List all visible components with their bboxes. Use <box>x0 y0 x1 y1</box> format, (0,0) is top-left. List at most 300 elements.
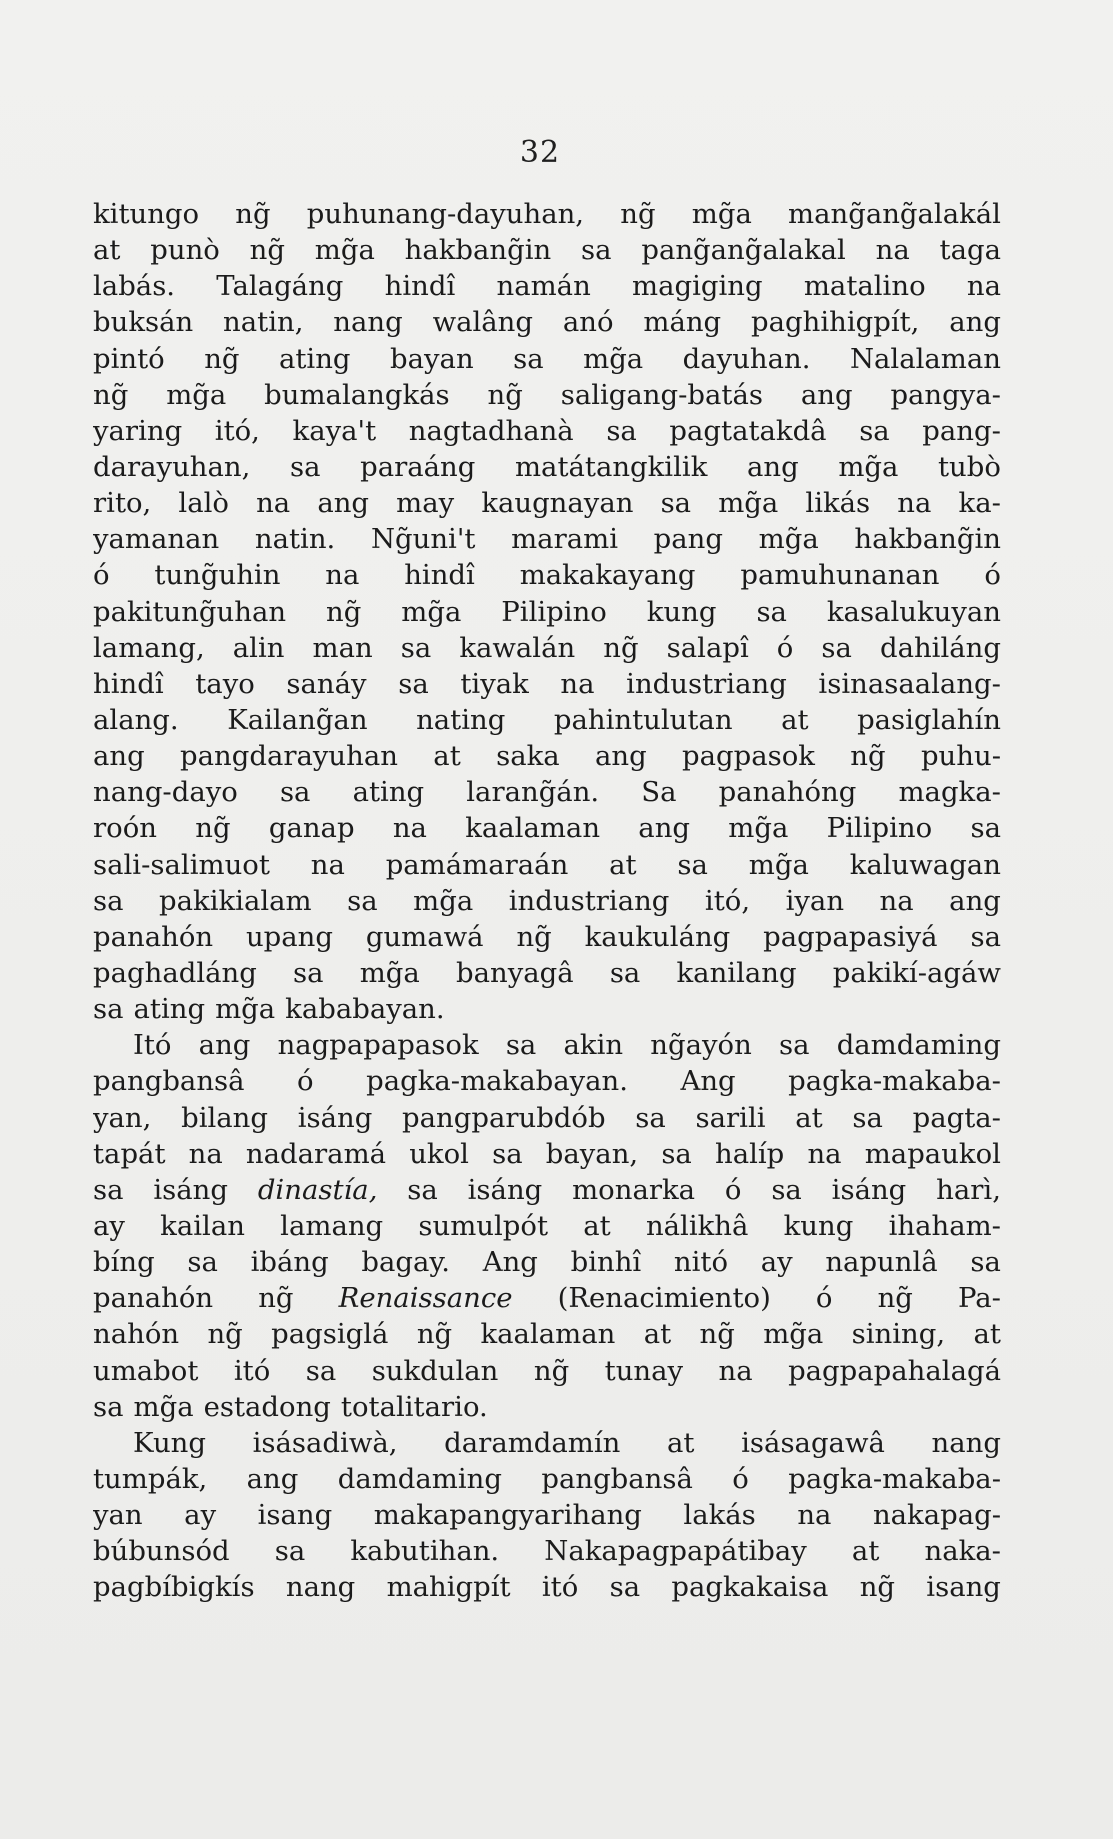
word: mg̃a <box>718 487 779 520</box>
word: pangdarayuhan <box>180 740 398 773</box>
text-line <box>93 1389 1001 1425</box>
text-line <box>93 666 1001 702</box>
word: na <box>718 1354 753 1387</box>
word: umabot <box>93 1354 199 1387</box>
word: buksán <box>93 306 194 339</box>
text-line <box>93 1208 1001 1244</box>
word: ng̃ <box>326 595 362 628</box>
word: darayuhan, <box>93 450 251 483</box>
word: Pilipino <box>826 812 933 845</box>
word: sa <box>609 1571 641 1604</box>
word: pagpasok <box>682 740 815 773</box>
word: sanáy <box>286 667 367 700</box>
word: panahón <box>93 1282 214 1315</box>
word: sa <box>93 884 124 917</box>
word: hakbang̃in <box>854 523 1001 556</box>
word: mg̃a <box>401 595 462 628</box>
word: sali-salimuot <box>93 848 270 881</box>
word: totalitario. <box>340 1390 488 1423</box>
word: isáng <box>831 1173 907 1206</box>
paragraph-first-line <box>93 1425 1001 1461</box>
word: itó <box>541 1571 579 1604</box>
word: nang <box>333 306 403 339</box>
word: ay <box>184 1499 217 1532</box>
word: ng̃ <box>487 378 523 411</box>
word: nagpapapasok <box>277 1029 479 1062</box>
word: nahón <box>93 1318 180 1351</box>
word: pamuhunanan <box>740 559 940 592</box>
word: mang̃ang̃alakál <box>788 198 1001 230</box>
word: sa <box>661 1137 692 1170</box>
text-line <box>93 1461 1001 1497</box>
word: tiyak <box>460 667 529 700</box>
word: at <box>609 848 637 881</box>
word: yan <box>93 1499 143 1532</box>
word: sa <box>859 414 890 447</box>
word: matátangkilik <box>514 450 708 483</box>
word: pagbíbigkís <box>93 1571 255 1604</box>
word: paraáng <box>360 450 476 483</box>
text-line <box>93 413 1001 449</box>
word: kaugnayan <box>481 487 634 520</box>
text-line <box>93 485 1001 521</box>
page-number: 32 <box>519 135 561 170</box>
word: isáng <box>297 1101 373 1134</box>
word: sukdulan <box>371 1354 499 1387</box>
word: kaalaman <box>465 812 601 845</box>
word: pamámaraán <box>385 848 569 881</box>
word: nálikhâ <box>645 1209 749 1242</box>
word: namán <box>496 270 591 303</box>
word: ng̃ <box>603 631 639 664</box>
word: lakás <box>683 1499 756 1532</box>
word: sa <box>293 956 324 989</box>
word: daramdamín <box>444 1426 621 1459</box>
word: at <box>643 1318 672 1351</box>
word: Pa- <box>957 1282 1001 1315</box>
word: mg̃a <box>728 812 789 845</box>
word: sa <box>778 1029 810 1062</box>
word: bumalangkás <box>264 378 450 411</box>
text-line <box>93 702 1001 738</box>
word: pahintulutan <box>553 703 733 736</box>
word: walâng <box>432 306 534 339</box>
word: sa <box>756 595 787 628</box>
word: mg̃a <box>758 523 819 556</box>
word: ng̃ <box>877 1282 913 1315</box>
word: puhunang-dayuhan, <box>306 198 585 230</box>
word: ó <box>815 1282 833 1315</box>
word: magka- <box>898 776 1001 809</box>
word: kasalukuyan <box>826 595 1001 628</box>
word: kung <box>783 1209 854 1242</box>
word: salapî <box>666 631 749 664</box>
word: ang <box>949 306 1001 339</box>
word: harì, <box>936 1173 1001 1206</box>
word: mg̃a <box>314 234 375 267</box>
word: kaluwagan <box>849 848 1001 881</box>
word: ating <box>352 776 425 809</box>
word: nang-dayo <box>93 776 238 809</box>
word: isang <box>257 1499 333 1532</box>
word: mg̃a <box>413 884 474 917</box>
word: at <box>93 234 121 267</box>
word: sa <box>289 450 321 483</box>
word: ang <box>246 1462 299 1495</box>
word: ng̃ <box>516 920 552 953</box>
word: matalino <box>803 270 926 303</box>
word: kaya't <box>292 414 377 447</box>
word: na <box>256 487 291 520</box>
word: panahón <box>93 920 214 953</box>
word: kailan <box>160 1209 245 1242</box>
word: hindî <box>93 667 164 700</box>
word: man <box>312 631 373 664</box>
word: at <box>973 1318 1001 1351</box>
word: hakbang̃in <box>404 234 552 267</box>
word: binhî <box>570 1246 642 1279</box>
word: paghadláng <box>93 956 257 989</box>
word: Ang <box>680 1065 736 1098</box>
word: anó <box>562 306 614 339</box>
word: sa <box>970 920 1001 953</box>
word: ng̃ayón <box>650 1029 752 1062</box>
word: may <box>396 487 455 520</box>
word: dayuhan. <box>682 342 811 375</box>
word: mg̃a <box>166 378 227 411</box>
word: bilang <box>181 1101 268 1134</box>
word: nakapag- <box>872 1499 1001 1532</box>
word: pang <box>653 523 723 556</box>
word: sa <box>279 776 311 809</box>
word: likás <box>805 487 871 520</box>
word: ang <box>638 812 691 845</box>
word: sa <box>677 848 708 881</box>
word: isáng <box>467 1173 543 1206</box>
word: tubò <box>938 450 1001 483</box>
word: na <box>875 234 910 267</box>
word: Sa <box>641 776 677 809</box>
word: alang. <box>93 703 179 736</box>
text-line <box>93 738 1001 774</box>
word: sa <box>492 1137 523 1170</box>
word: ó <box>297 1065 314 1098</box>
word: mapaukol <box>864 1137 1001 1170</box>
text-line <box>93 557 1001 593</box>
word: hindî <box>384 270 456 303</box>
word: ay <box>93 1209 125 1242</box>
word: sa <box>581 234 612 267</box>
text-line <box>93 232 1001 268</box>
word: isinasaalang- <box>818 667 1001 700</box>
word: mg̃a <box>748 848 809 881</box>
word: pangbansâ <box>93 1065 245 1098</box>
text-line <box>93 1172 1001 1208</box>
word: damdaming <box>337 1462 502 1495</box>
text-line <box>93 594 1001 630</box>
word: gumawá <box>365 920 484 953</box>
word: kabutihan. <box>350 1535 500 1568</box>
word: Ng̃uni't <box>370 523 476 556</box>
word: banyagâ <box>455 956 574 989</box>
word: taga <box>939 234 1001 267</box>
text-line <box>93 1280 1001 1316</box>
word: magiging <box>632 270 763 303</box>
word: industriang <box>626 667 787 700</box>
word: mg̃a <box>359 956 420 989</box>
text-line <box>93 1244 1001 1280</box>
word: na <box>310 848 345 881</box>
word: sa <box>187 1246 218 1279</box>
word: saligang-batás <box>560 378 763 411</box>
word: ang <box>93 740 145 773</box>
word: at <box>433 740 461 773</box>
word: pasiglahín <box>857 703 1001 736</box>
word: kawalán <box>459 631 576 664</box>
word: mg̃a <box>691 198 752 230</box>
word: isáng <box>153 1173 228 1206</box>
text-line <box>93 883 1001 919</box>
word: sa <box>93 993 124 1026</box>
text-line <box>93 1533 1001 1569</box>
word: punò <box>150 234 220 267</box>
word: bíng <box>93 1246 155 1279</box>
word: nang <box>285 1571 356 1604</box>
word: natin. <box>254 523 336 556</box>
word: nagtadhanà <box>408 414 574 447</box>
text-line <box>93 919 1001 955</box>
text-line <box>93 1569 1001 1605</box>
word: ating <box>133 993 206 1026</box>
word: ang <box>746 450 799 483</box>
word: marami <box>511 523 618 556</box>
word: ng̃ <box>249 234 285 267</box>
word: sa <box>771 1173 802 1206</box>
word: sining, <box>851 1318 946 1351</box>
word: at <box>667 1426 695 1459</box>
word: roón <box>93 812 157 845</box>
word: lamang, <box>93 631 205 664</box>
paragraph-first-line <box>93 1027 1001 1063</box>
word: monarka <box>572 1173 696 1206</box>
word: sa <box>821 631 852 664</box>
word: kababayan. <box>285 993 445 1026</box>
word: ng̃ <box>620 198 656 230</box>
word: ang <box>317 487 370 520</box>
word: sarili <box>695 1101 766 1134</box>
word: máng <box>643 306 722 339</box>
text-line <box>93 449 1001 485</box>
word: sa <box>505 1029 537 1062</box>
word: hindî <box>404 559 475 592</box>
word: tayo <box>195 667 255 700</box>
text-line <box>93 341 1001 377</box>
word: ng̃ <box>258 1282 294 1315</box>
text-line <box>93 1063 1001 1099</box>
word: paghihigpít, <box>751 306 920 339</box>
word: halíp <box>714 1137 785 1170</box>
word: puhu- <box>920 740 1001 773</box>
word: Kung <box>133 1426 206 1459</box>
word: makapangyarihang <box>373 1499 642 1532</box>
word: mg̃a <box>838 450 899 483</box>
word: ganap <box>268 812 355 845</box>
word: isang <box>926 1571 1001 1604</box>
word: pakitung̃uhan <box>93 595 287 628</box>
word: nadaramá <box>245 1137 387 1170</box>
word: iyan <box>785 884 845 917</box>
word: na <box>560 667 595 700</box>
word: labás. <box>93 270 176 303</box>
word: industriang <box>508 884 670 917</box>
word: bagay. <box>361 1246 451 1279</box>
text-line <box>93 630 1001 666</box>
word: yan, <box>93 1101 152 1134</box>
word: búbunsód <box>93 1535 230 1568</box>
word: kaalaman <box>480 1318 616 1351</box>
word: ihaham- <box>888 1209 1001 1242</box>
word: at <box>851 1535 880 1568</box>
text-line <box>93 810 1001 846</box>
text-line <box>93 1136 1001 1172</box>
word: ang <box>594 740 647 773</box>
word: ng̃ <box>850 740 886 773</box>
word: nitó <box>673 1246 729 1279</box>
word: (Renacimiento) <box>557 1282 771 1315</box>
word: pakikí-agáw <box>832 956 1001 989</box>
word: pagpapahalagá <box>788 1354 1001 1387</box>
word: isásadiwà, <box>252 1426 398 1459</box>
word: ang <box>198 1029 251 1062</box>
word: estadong <box>203 1390 331 1423</box>
text-line <box>93 377 1001 413</box>
word: pagka-makaba- <box>788 1462 1001 1495</box>
word: sa <box>398 667 429 700</box>
text-line <box>93 1353 1001 1389</box>
word: lamang <box>280 1209 384 1242</box>
word: tung̃uhin <box>154 559 281 592</box>
word: ng̃ <box>93 378 129 411</box>
word: yamanan <box>93 523 220 556</box>
word: ó <box>724 1173 742 1206</box>
word: ay <box>760 1246 793 1279</box>
word: ng̃ <box>416 1318 453 1351</box>
word: panahóng <box>718 776 857 809</box>
word: na <box>897 487 932 520</box>
word: mg̃a <box>133 1390 194 1423</box>
word: damdaming <box>836 1029 1001 1062</box>
word: dinastía, <box>257 1173 378 1206</box>
word: ibáng <box>250 1246 329 1279</box>
word: nang <box>931 1426 1001 1459</box>
word: itó, <box>214 414 260 447</box>
word: na <box>966 270 1001 303</box>
word: Nalalaman <box>849 342 1001 375</box>
word: pintó <box>93 342 165 375</box>
word: sa <box>93 1173 124 1206</box>
text-line <box>93 991 1001 1027</box>
word: Pilipino <box>501 595 607 628</box>
word: na <box>188 1137 223 1170</box>
word: bayan <box>390 342 474 375</box>
word: makakayang <box>519 559 696 592</box>
word: itó, <box>704 884 751 917</box>
body-text <box>93 196 1001 1605</box>
word: na <box>807 1137 842 1170</box>
word: saka <box>496 740 560 773</box>
word: pang- <box>922 414 1001 447</box>
word: alin <box>232 631 285 664</box>
word: kanilang <box>676 956 797 989</box>
text-line <box>93 774 1001 810</box>
word: pang̃ang̃alakal <box>641 234 846 267</box>
word: sa <box>606 414 637 447</box>
word: ng̃ <box>699 1318 735 1351</box>
text-line <box>93 847 1001 883</box>
word: at <box>781 703 809 736</box>
word: sa <box>347 884 378 917</box>
word: bayan, <box>545 1137 639 1170</box>
word: sa <box>305 1354 337 1387</box>
word: pakikialam <box>159 884 312 917</box>
word: ng̃ <box>533 1354 570 1387</box>
word: mg̃a <box>583 342 644 375</box>
word: pangbansâ <box>541 1462 693 1495</box>
word: ukol <box>409 1137 469 1170</box>
word: ng̃ <box>204 342 240 375</box>
text-line <box>93 1100 1001 1136</box>
word: mahigpít <box>386 1571 511 1604</box>
word: pagka-makaba- <box>788 1065 1001 1098</box>
word: sa <box>852 1101 883 1134</box>
text-line <box>93 268 1001 304</box>
word: Nakapagpapátibay <box>544 1535 807 1568</box>
word: Itó <box>133 1029 172 1062</box>
word: tumpák, <box>93 1462 208 1495</box>
word: sa <box>274 1535 306 1568</box>
word: pagkakaisa <box>671 1571 829 1604</box>
word: sa <box>660 487 692 520</box>
word: pagtatakdâ <box>669 414 827 447</box>
word: pangya- <box>890 378 1001 411</box>
word: lalò <box>178 487 229 520</box>
word: ng̃ <box>207 1318 243 1351</box>
word: sa <box>970 1246 1001 1279</box>
word: natin, <box>223 306 304 339</box>
word: sa <box>513 342 544 375</box>
text-line <box>93 521 1001 557</box>
word: rito, <box>93 487 152 520</box>
word: na <box>392 812 427 845</box>
word: Renaissance <box>338 1282 513 1315</box>
word: dahiláng <box>879 631 1001 664</box>
word: pagsiglá <box>271 1318 389 1351</box>
word: na <box>879 884 914 917</box>
word: naka- <box>924 1535 1001 1568</box>
word: sa <box>609 956 641 989</box>
word: tunay <box>604 1354 684 1387</box>
word: ó <box>776 631 794 664</box>
word: mg̃a <box>215 993 276 1026</box>
word: upang <box>245 920 333 953</box>
word: ating <box>278 342 351 375</box>
word: mg̃a <box>763 1318 824 1351</box>
word: isásagawâ <box>741 1426 885 1459</box>
word: kitungo <box>93 198 200 230</box>
word: ó <box>732 1462 749 1495</box>
word: Ang <box>482 1246 538 1279</box>
word: pangparubdób <box>402 1101 606 1134</box>
